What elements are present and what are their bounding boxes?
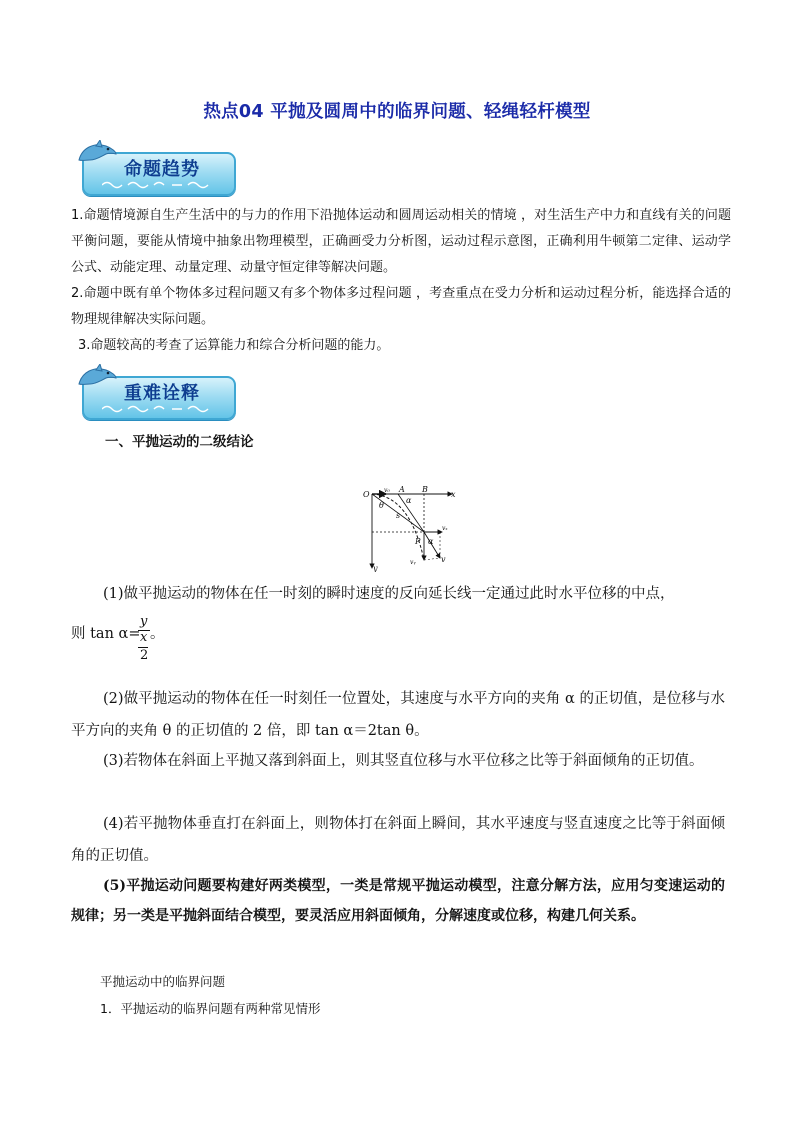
label-theta: θ	[379, 501, 384, 510]
formula-numerator: y	[140, 614, 148, 629]
label-v: v	[441, 555, 446, 564]
key-points-banner-label: 重难诠释	[124, 383, 200, 404]
conclusion-5: (5)平抛运动问题要构建好两类模型，一类是常规平抛运动模型，注意分解方法，应用匀变速运动的规律；另一类是平抛斜面结合模型，要灵活应用斜面倾角，分解速度或位移，构建几何关系。	[71, 878, 725, 924]
formula-prefix: 则 tan α=	[71, 626, 141, 642]
conclusion-1-formula	[71, 614, 271, 663]
formula-denominator-top: x	[140, 630, 148, 645]
label-y: y	[373, 564, 378, 572]
wave-decoration-icon	[102, 180, 212, 190]
trend-item-3: 3.命题较高的考查了运算能力和综合分析问题的能力。	[78, 338, 390, 353]
critical-item-1: 1．平抛运动的临界问题有两种常见情形	[100, 1001, 321, 1016]
label-alpha-top: α	[406, 496, 412, 505]
trend-banner-label: 命题趋势	[124, 159, 200, 180]
label-vy: vᵧ	[410, 559, 416, 566]
trend-item-2: 2.命题中既有单个物体多过程问题又有多个物体多过程问题 ，考查重点在受力分析和运动过程分析，能选择合适的物理规律解决实际问题。	[71, 286, 731, 327]
conclusion-1: (1)做平抛运动的物体在任一时刻的瞬时速度的反向延长线一定通过此时水平位移的中点，	[103, 586, 675, 602]
formula-suffix: 。	[150, 626, 165, 642]
label-s: s	[396, 511, 401, 520]
trend-item-1: 1.命题情境源自生产生活中的与力的作用下沿抛体运动和圆周运动相关的情境 ，对生活生产中力和直线有关的问题平衡问题，要能从情境中抽象出物理模型，正确画受力分析图，运动过程示意图，正确利用牛顿第二定律、运动学公式、动能定理、动量定理、动量守恒定律等解决问题。	[71, 208, 731, 275]
label-A: A	[399, 485, 405, 494]
wave-decoration-icon	[102, 404, 212, 414]
label-B: B	[422, 485, 428, 494]
conclusion-3: (3)若物体在斜面上平抛又落到斜面上，则其竖直位移与水平位移之比等于斜面倾角的正切值。	[103, 753, 704, 769]
label-O: O	[363, 490, 370, 499]
formula-denominator-bottom: 2	[140, 648, 149, 663]
conclusion-4: (4)若平抛物体垂直打在斜面上，则物体打在斜面上瞬间，其水平速度与竖直速度之比等于斜面倾角的正切值。	[71, 816, 725, 864]
conclusion-2: (2)做平抛运动的物体在任一时刻任一位置处，其速度与水平方向的夹角 α 的正切值，是位移与水平方向的夹角 θ 的正切值的 2 倍，即 tan α＝2tan θ。	[71, 691, 725, 739]
label-P: P	[415, 537, 421, 546]
key-points-banner	[76, 364, 238, 426]
label-alpha-bottom: α	[428, 537, 434, 546]
label-v0: v₀	[384, 487, 390, 494]
projectile-diagram	[360, 484, 460, 572]
label-x: x	[451, 490, 456, 499]
label-vx: vₓ	[442, 525, 448, 532]
page-title: 热点04 平抛及圆周中的临界问题、轻绳轻杆模型	[203, 102, 591, 122]
critical-heading: 平抛运动中的临界问题	[100, 974, 226, 989]
trend-banner	[76, 140, 238, 202]
section-heading: 一、平抛运动的二级结论	[105, 434, 254, 450]
